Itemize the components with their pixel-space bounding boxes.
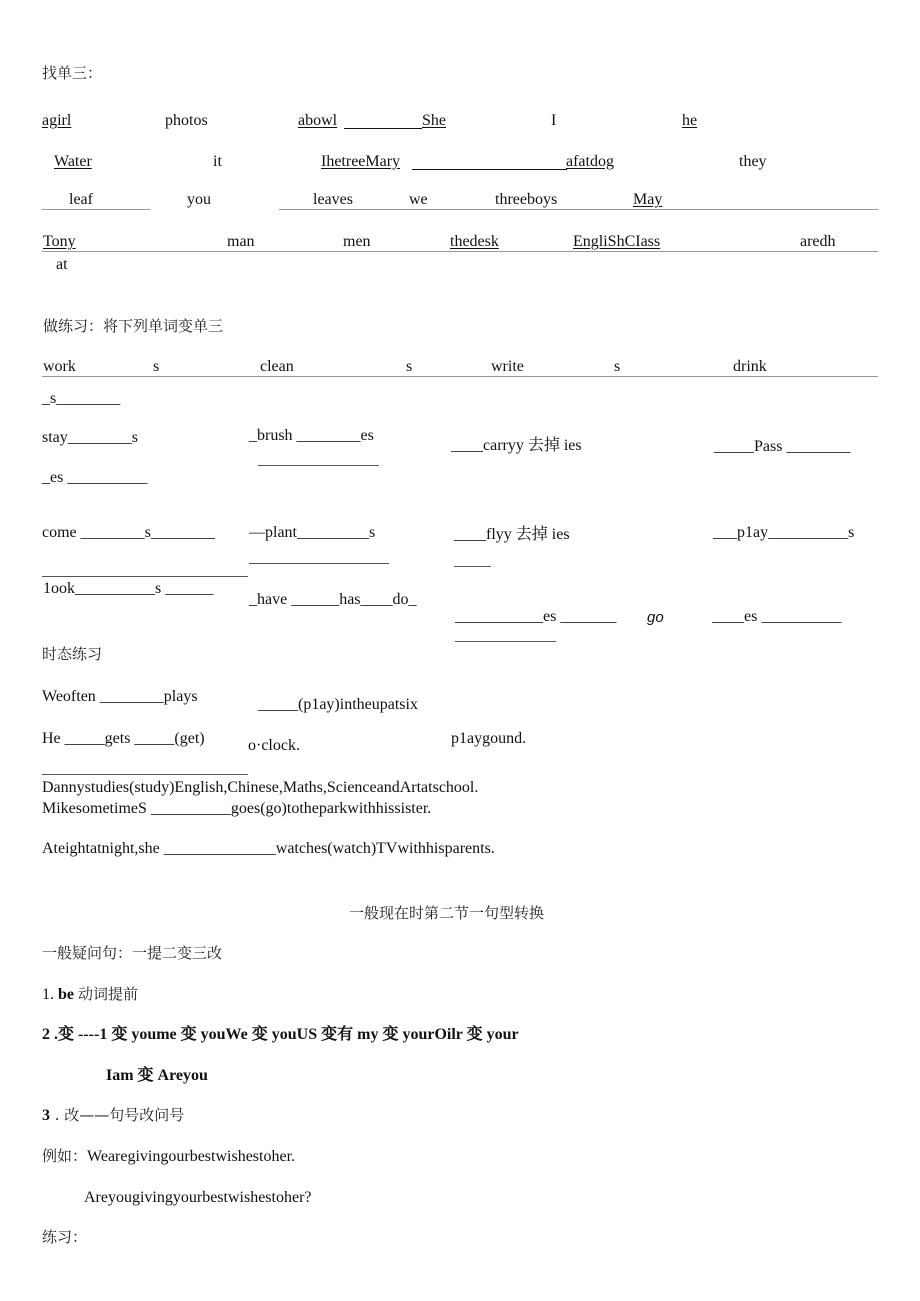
word-item: thedesk: [450, 233, 499, 250]
rule-number: 1.: [42, 986, 54, 1003]
word-item: at: [56, 256, 68, 273]
word-item: threeboys: [495, 191, 558, 208]
example-sentence: Wearegivingourbestwishestoher.: [87, 1148, 296, 1165]
verb-item: write: [491, 358, 524, 375]
section-heading-find-third-person: 找单三：: [42, 64, 103, 82]
word-item: Tony: [43, 233, 76, 250]
section-heading-tense-practice: 时态练习: [42, 645, 103, 663]
verb-item: _brush ________es: [249, 427, 374, 444]
word-item: they: [739, 153, 767, 170]
verb-item: ___p1ay__________s: [713, 524, 855, 541]
word-item: you: [187, 191, 211, 208]
section-heading-practice: 做练习：将下列单词变单三: [43, 317, 224, 335]
sentence-line: Dannystudies(study)English,Chinese,Maths,ScienceandArtatschool.: [42, 779, 479, 796]
rule-text: 动词提前: [78, 985, 139, 1003]
rule-2-continued: Iam 变 Areyou: [106, 1067, 208, 1084]
word-item: leaf: [69, 191, 93, 208]
verb-item: clean: [260, 358, 294, 375]
verb-answer-blank: _s________: [42, 390, 121, 407]
word-item: abowl: [298, 112, 338, 129]
rule-1: [42, 987, 138, 1003]
verb-item-carry: ____carryy 去掉 ies: [451, 437, 582, 454]
word-item: men: [343, 233, 371, 250]
example-label: 例如：: [42, 1147, 88, 1165]
verb-item: ___________es _______: [455, 608, 617, 625]
verb-suffix: s: [406, 358, 413, 375]
verb-item: drink: [733, 358, 767, 375]
word-item: aredh: [800, 233, 836, 250]
word-item: he: [682, 112, 698, 129]
sentence-line: p1aygound.: [451, 730, 527, 747]
verb-item: come ________s________: [42, 524, 215, 541]
section-title-sentence-conversion: 一般现在时第二节一句型转换: [349, 904, 545, 922]
verb-item: _____Pass ________: [714, 438, 851, 455]
verb-item: work: [43, 358, 76, 375]
verb-item: —plant_________s: [249, 524, 376, 541]
sentence-line: He _____gets _____(get): [42, 730, 205, 747]
verb-item: _have ______has____do_: [249, 591, 417, 608]
verb-suffix: s: [153, 358, 160, 375]
example-line: [42, 1149, 295, 1165]
verb-answer-blank: _es __________: [42, 469, 148, 486]
rule-keyword: be: [58, 986, 74, 1003]
word-item: I: [551, 112, 557, 129]
verb-item: 1ook__________s ______: [43, 580, 214, 597]
sentence-line: o·clock.: [248, 737, 300, 754]
rule-number: 3: [42, 1107, 50, 1124]
sentence-line: _____(p1ay)intheupatsix: [258, 696, 418, 713]
verb-item: stay________s: [42, 429, 138, 446]
rule-2: 2 .变 ----1 变 youme 变 youWe 变 youUS 变有 my 变 yourOilr 变 your: [42, 1026, 519, 1043]
verb-item-fly: ____flyy 去掉 ies: [454, 526, 570, 543]
word-item: May: [633, 191, 663, 208]
word-item: EngliShCIass: [573, 233, 661, 250]
example-answer: Areyougivingyourbestwishestoher?: [84, 1189, 312, 1206]
word-item: it: [213, 153, 222, 170]
sentence-line: MikesometimeS __________goes(go)totheparkwithhissister.: [42, 800, 432, 817]
word-item: we: [409, 191, 428, 208]
verb-item: ____es __________: [712, 608, 842, 625]
word-item: man: [227, 233, 255, 250]
verb-item-go: go: [647, 609, 664, 626]
sentence-line: Ateightatnight,she ______________watches(watch)TVwithhisparents.: [42, 840, 495, 857]
word-item: She: [422, 112, 446, 129]
word-item: IhetreeMary: [321, 153, 401, 170]
sentence-line: Weoften ________plays: [42, 688, 198, 705]
rule-text: . 改——句号改问号: [50, 1106, 185, 1124]
subheading-general-question: 一般疑问句：一提二变三改: [42, 944, 223, 962]
verb-suffix: s: [614, 358, 621, 375]
rule-3: [42, 1108, 184, 1124]
word-item: photos: [165, 112, 208, 129]
word-item: agirl: [42, 112, 72, 129]
word-item: afatdog: [566, 153, 614, 170]
practice-label: 练习：: [42, 1228, 88, 1246]
word-item: leaves: [313, 191, 353, 208]
word-item: Water: [54, 153, 92, 170]
